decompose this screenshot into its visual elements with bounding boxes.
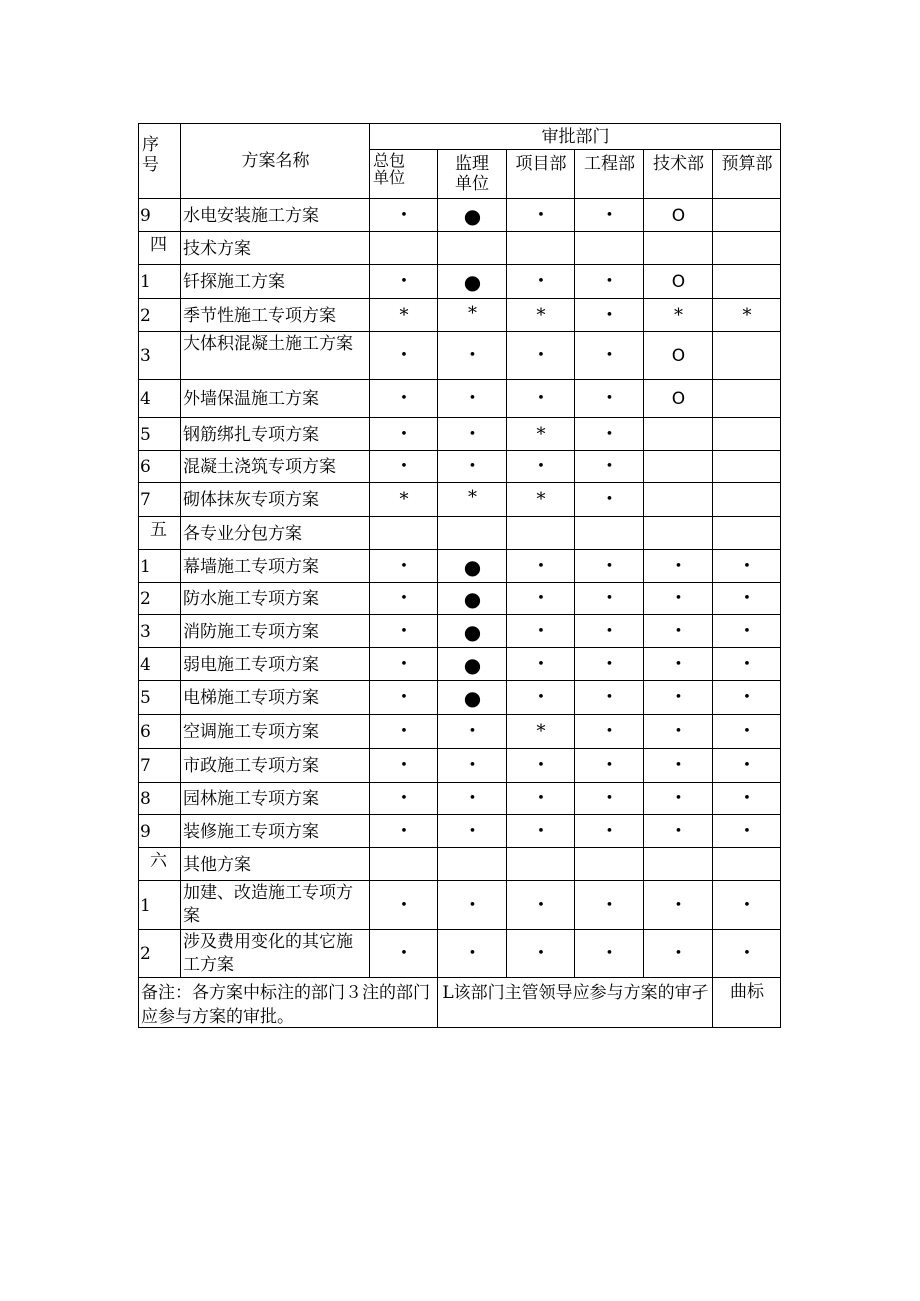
approval-mark: • <box>743 946 751 961</box>
grid-line-h <box>139 847 781 848</box>
row-number: 6 <box>140 457 151 477</box>
row-number: 8 <box>140 789 151 809</box>
approval-mark: • <box>537 591 545 606</box>
grid-line-h <box>139 614 781 615</box>
row-plan-name: 装修施工专项方案 <box>183 821 319 842</box>
grid-line-v <box>437 150 438 978</box>
approval-mark: • <box>674 897 683 913</box>
row-plan-name: 外墙保温施工方案 <box>183 389 319 409</box>
approval-mark: O <box>671 205 686 226</box>
approval-mark: • <box>743 724 751 739</box>
grid-line-h <box>139 880 781 881</box>
approval-mark: • <box>400 391 408 406</box>
approval-mark: O <box>671 272 686 292</box>
row-number: 五 <box>150 520 167 540</box>
grid-line-h <box>139 814 781 815</box>
row-number: 六 <box>150 851 167 871</box>
approval-mark: ● <box>463 203 482 228</box>
approval-mark: • <box>537 656 545 672</box>
approval-mark: • <box>605 791 614 806</box>
approval-mark: • <box>605 274 614 289</box>
approval-mark: * <box>536 721 546 742</box>
row-plan-name: 混凝土浇筑专项方案 <box>183 457 336 477</box>
grid-line-v <box>180 124 181 978</box>
approval-mark: • <box>743 558 751 574</box>
approval-mark: • <box>674 791 683 806</box>
row-plan-name: 电梯施工专项方案 <box>183 688 319 708</box>
approval-mark: * <box>399 489 409 510</box>
approval-mark: • <box>537 791 545 806</box>
row-plan-name: 防水施工专项方案 <box>183 589 319 609</box>
header-approval-depts: 审批部门 <box>541 127 610 147</box>
row-plan-name: 钎探施工方案 <box>183 272 285 292</box>
row-number: 3 <box>140 346 151 366</box>
grid-line-v <box>643 150 644 978</box>
header-dept-2: 项目部 <box>515 154 567 174</box>
grid-line-v <box>369 124 370 978</box>
approval-mark: • <box>605 690 614 705</box>
grid-line-h <box>139 714 781 715</box>
approval-mark: • <box>605 492 614 507</box>
approval-mark: * <box>468 487 477 508</box>
approval-mark: • <box>605 391 614 406</box>
grid-line-h <box>139 482 781 483</box>
approval-mark: • <box>400 656 408 672</box>
row-number: 6 <box>140 722 151 742</box>
approval-mark: • <box>605 591 614 606</box>
grid-line-h <box>139 331 781 332</box>
approval-mark: • <box>400 946 408 961</box>
approval-mark: • <box>400 623 408 639</box>
approval-mark: • <box>400 459 408 474</box>
row-number: 四 <box>150 235 167 255</box>
row-number: 5 <box>140 688 151 708</box>
approval-mark: • <box>605 724 614 739</box>
header-dept-4: 技术部 <box>653 154 704 174</box>
approval-mark: • <box>400 558 408 574</box>
approval-mark: • <box>468 823 477 839</box>
approval-mark: • <box>605 307 614 323</box>
approval-mark: • <box>468 391 477 406</box>
header-dept-0: 总包单位 <box>373 151 406 187</box>
approval-mark: • <box>400 823 408 839</box>
approval-mark: • <box>537 823 545 839</box>
row-number: 3 <box>140 621 151 642</box>
header-plan-name: 方案名称 <box>241 151 310 171</box>
approval-mark: • <box>400 690 408 705</box>
approval-mark: • <box>537 391 545 406</box>
approval-mark: ● <box>463 587 482 611</box>
row-plan-name: 钢筋绑扎专项方案 <box>183 424 319 445</box>
approval-mark: O <box>671 389 686 409</box>
row-number: 5 <box>140 424 151 445</box>
approval-mark: • <box>537 690 545 705</box>
approval-mark: O <box>671 346 686 366</box>
grid-line-h <box>139 264 781 265</box>
footer-note-left: 备注：各方案中标注的部门３注的部门应参与方案的审批。 <box>141 983 430 1027</box>
row-number: 4 <box>140 389 151 409</box>
approval-mark: * <box>399 304 409 326</box>
approval-mark: • <box>674 724 683 739</box>
grid-line-h <box>139 231 781 232</box>
approval-mark: ● <box>463 554 482 579</box>
row-number: 2 <box>140 305 151 326</box>
approval-mark: • <box>468 791 477 806</box>
grid-line-h <box>139 549 781 550</box>
approval-mark: • <box>400 724 408 739</box>
approval-mark: • <box>674 623 683 639</box>
approval-mark: • <box>743 791 751 806</box>
approval-mark: • <box>400 791 408 806</box>
approval-mark: • <box>400 348 408 363</box>
row-number: 9 <box>140 205 151 226</box>
grid-line-h <box>139 782 781 783</box>
row-number: 7 <box>140 756 151 776</box>
approval-mark: • <box>468 459 477 474</box>
grid-line-h <box>139 298 781 299</box>
row-plan-name: 空调施工专项方案 <box>183 722 319 742</box>
grid-line-h <box>139 417 781 418</box>
grid-line-v <box>574 150 575 978</box>
approval-mark: * <box>536 423 546 445</box>
row-number: 1 <box>140 895 151 916</box>
approval-mark: • <box>605 459 614 474</box>
approval-mark: • <box>674 656 683 672</box>
row-plan-name: 幕墙施工专项方案 <box>183 556 319 577</box>
grid-line-h <box>139 680 781 681</box>
approval-mark: • <box>400 207 408 223</box>
approval-mark: • <box>743 758 751 773</box>
approval-mark: • <box>674 946 683 961</box>
approval-mark: * <box>674 304 683 326</box>
approval-mark: * <box>536 489 546 510</box>
row-number: 4 <box>140 654 151 675</box>
approval-mark: • <box>400 758 408 773</box>
approval-mark: • <box>400 274 408 289</box>
approval-mark: • <box>537 946 545 961</box>
approval-mark: • <box>605 623 614 639</box>
grid-line-v <box>437 978 438 1028</box>
row-plan-name: 市政施工专项方案 <box>183 756 319 776</box>
approval-mark: • <box>674 558 683 574</box>
approval-mark: • <box>743 690 751 705</box>
approval-mark: • <box>674 823 683 839</box>
approval-mark: ● <box>463 686 482 710</box>
approval-mark: • <box>468 897 477 913</box>
row-plan-name: 弱电施工专项方案 <box>183 654 319 675</box>
approval-mark: • <box>537 623 545 639</box>
approval-mark: • <box>468 758 477 773</box>
approval-mark: • <box>743 897 751 913</box>
approval-mark: • <box>674 591 683 606</box>
row-plan-name: 水电安装施工方案 <box>183 205 319 226</box>
row-number: 1 <box>140 272 151 292</box>
footer-note-right: 曲标 <box>730 982 764 1002</box>
approval-mark: • <box>468 724 477 739</box>
header-dept-1: 监理单位 <box>455 154 489 194</box>
row-plan-name: 加建、改造施工专项方案 <box>183 883 353 926</box>
approval-mark: ● <box>463 270 482 294</box>
grid-line-h <box>139 647 781 648</box>
row-plan-name: 砌体抹灰专项方案 <box>183 490 319 510</box>
approval-mark: • <box>605 207 614 223</box>
grid-line-h <box>139 379 781 380</box>
approval-mark: ● <box>463 652 482 677</box>
header-dept-3: 工程部 <box>584 154 635 174</box>
approval-mark: • <box>400 591 408 606</box>
approval-mark: • <box>605 758 614 773</box>
approval-mark: • <box>605 656 614 672</box>
row-plan-name: 涉及费用变化的其它施工方案 <box>183 932 353 975</box>
approval-mark: ● <box>463 619 482 644</box>
row-number: 2 <box>140 944 151 964</box>
approval-mark: • <box>468 946 477 961</box>
grid-line-h <box>370 149 781 150</box>
approval-mark: • <box>537 459 545 474</box>
approval-mark: • <box>537 758 545 773</box>
approval-mark: • <box>605 426 614 442</box>
approval-mark: • <box>743 823 751 839</box>
grid-line-h <box>139 748 781 749</box>
row-number: 2 <box>140 589 151 609</box>
approval-mark: • <box>743 656 751 672</box>
row-number: 7 <box>140 490 151 510</box>
approval-mark: • <box>674 758 683 773</box>
header-seq: 序号 <box>142 135 159 175</box>
row-plan-name: 季节性施工专项方案 <box>183 305 336 326</box>
approval-mark: • <box>605 946 614 961</box>
grid-line-h <box>139 977 781 978</box>
approval-mark: • <box>537 348 545 363</box>
approval-mark: • <box>605 823 614 839</box>
approval-mark: • <box>743 623 751 639</box>
row-plan-name: 大体积混凝土施工方案 <box>183 334 353 354</box>
approval-table <box>138 123 781 1028</box>
approval-mark: • <box>605 558 614 574</box>
row-plan-name: 消防施工专项方案 <box>183 621 319 642</box>
grid-line-v <box>712 150 713 978</box>
approval-mark: • <box>605 897 614 913</box>
grid-line-v <box>506 150 507 978</box>
header-dept-5: 预算部 <box>721 154 773 174</box>
grid-line-h <box>139 929 781 930</box>
grid-line-h <box>139 198 781 199</box>
approval-mark: • <box>537 897 545 913</box>
approval-mark: * <box>468 302 477 324</box>
row-number: 9 <box>140 821 151 842</box>
approval-mark: • <box>674 690 683 705</box>
row-number: 1 <box>140 556 151 577</box>
approval-mark: * <box>536 304 546 326</box>
row-plan-name: 园林施工专项方案 <box>183 789 319 809</box>
footer-note-middle: L该部门主管领导应参与方案的审孑 <box>442 983 709 1003</box>
row-plan-name: 其他方案 <box>183 854 251 875</box>
grid-line-h <box>139 516 781 517</box>
grid-line-h <box>139 450 781 451</box>
approval-mark: • <box>605 348 614 363</box>
approval-mark: • <box>537 558 545 574</box>
row-plan-name: 技术方案 <box>183 238 251 259</box>
approval-mark: * <box>742 304 752 326</box>
approval-mark: • <box>400 897 408 913</box>
approval-mark: • <box>743 591 751 606</box>
approval-mark: • <box>537 274 545 289</box>
approval-mark: • <box>468 348 477 363</box>
approval-mark: • <box>400 426 408 442</box>
row-plan-name: 各专业分包方案 <box>183 523 302 544</box>
grid-line-h <box>139 582 781 583</box>
approval-mark: • <box>468 426 477 442</box>
approval-mark: • <box>537 207 545 223</box>
